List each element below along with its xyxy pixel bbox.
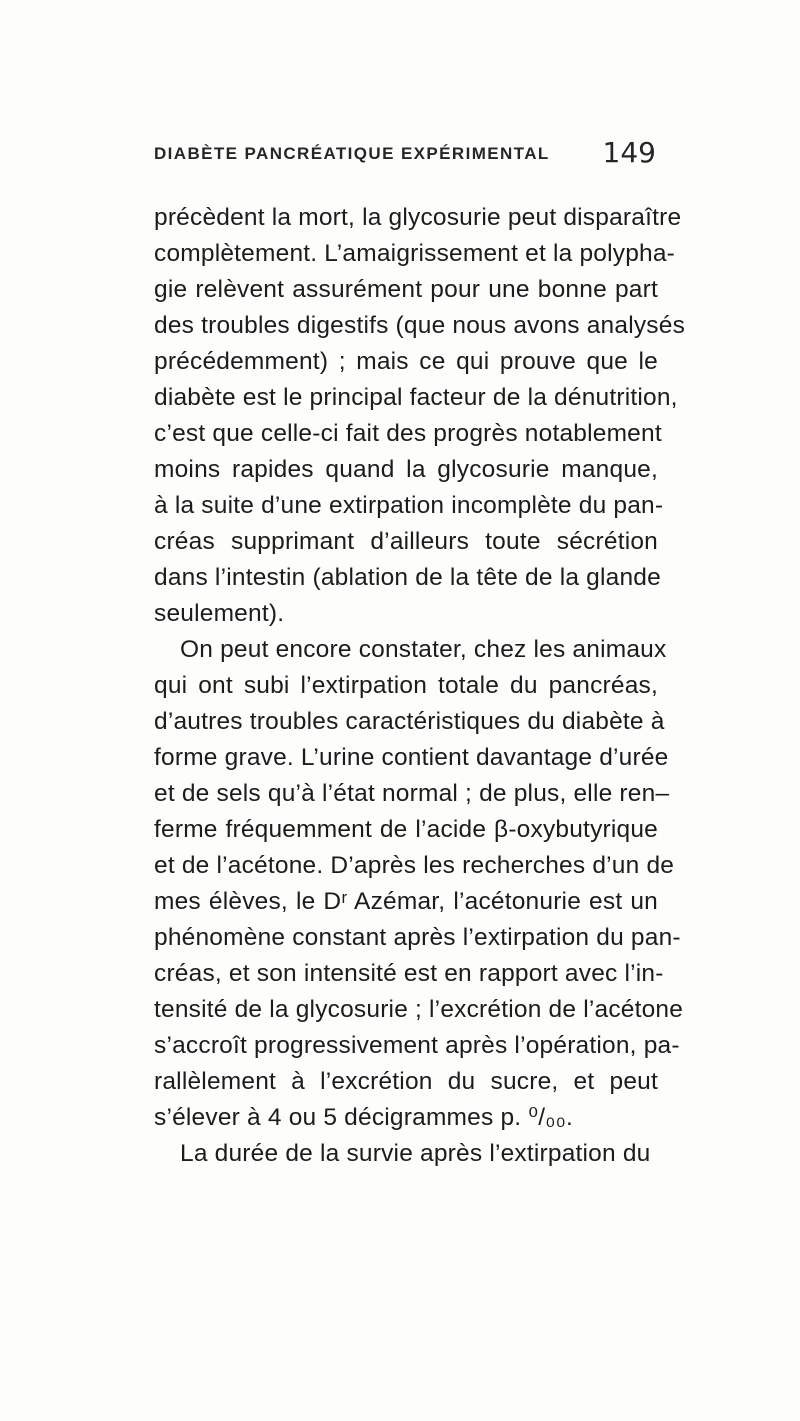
text-line: précédemment) ; mais ce qui prouve que le — [154, 348, 658, 375]
text-line: à la suite d’une extirpation incomplète du pan- — [154, 492, 664, 519]
text-line: et de sels qu’à l’état normal ; de plus, elle ren– — [154, 780, 670, 807]
text-line: des troubles digestifs (que nous avons analysés — [154, 312, 686, 339]
text-line: phénomène constant après l’extirpation du pan- — [154, 924, 681, 951]
text-line: s’élever à 4 ou 5 décigrammes p. ⁰/₀₀. — [154, 1104, 574, 1131]
text-line: d’autres troubles caractéristiques du diabète à — [154, 708, 665, 735]
text-line: gie relèvent assurément pour une bonne part — [154, 276, 658, 303]
paragraph-start-line: On peut encore constater, chez les animaux — [180, 636, 667, 663]
text-line: moins rapides quand la glycosurie manque, — [154, 456, 658, 483]
paragraph-start-line: La durée de la survie après l’extirpation du — [180, 1140, 651, 1167]
text-line: complètement. L’amaigrissement et la polypha- — [154, 240, 676, 267]
text-line: qui ont subi l’extirpation totale du pancréas, — [154, 672, 658, 699]
text-line: créas supprimant d’ailleurs toute sécrétion — [154, 528, 658, 555]
text-line: forme grave. L’urine contient davantage d’urée — [154, 744, 669, 771]
text-line: rallèlement à l’excrétion du sucre, et peut — [154, 1068, 658, 1095]
text-line: s’accroît progressivement après l’opération, pa- — [154, 1032, 680, 1059]
text-line: ferme fréquemment de l’acide β-oxybutyrique — [154, 816, 658, 843]
text-line: c’est que celle-ci fait des progrès notablement — [154, 420, 662, 447]
running-head — [154, 138, 656, 178]
text-line: et de l’acétone. D’après les recherches d’un de — [154, 852, 675, 879]
text-line: diabète est le principal facteur de la dénutrition, — [154, 384, 678, 411]
text-line: mes élèves, le Dʳ Azémar, l’acétonurie est un — [154, 888, 658, 915]
text-line: dans l’intestin (ablation de la tête de la glande — [154, 564, 661, 591]
text-line: précèdent la mort, la glycosurie peut disparaître — [154, 204, 682, 231]
text-line: tensité de la glycosurie ; l’excrétion de l’acétone — [154, 996, 684, 1023]
text-line: seulement). — [154, 600, 285, 627]
text-line: créas, et son intensité est en rapport avec l’in- — [154, 960, 664, 987]
body-text — [154, 200, 686, 1172]
page-number: 149 — [602, 136, 656, 169]
running-title: DIABÈTE PANCRÉATIQUE EXPÉRIMENTAL — [154, 144, 550, 163]
